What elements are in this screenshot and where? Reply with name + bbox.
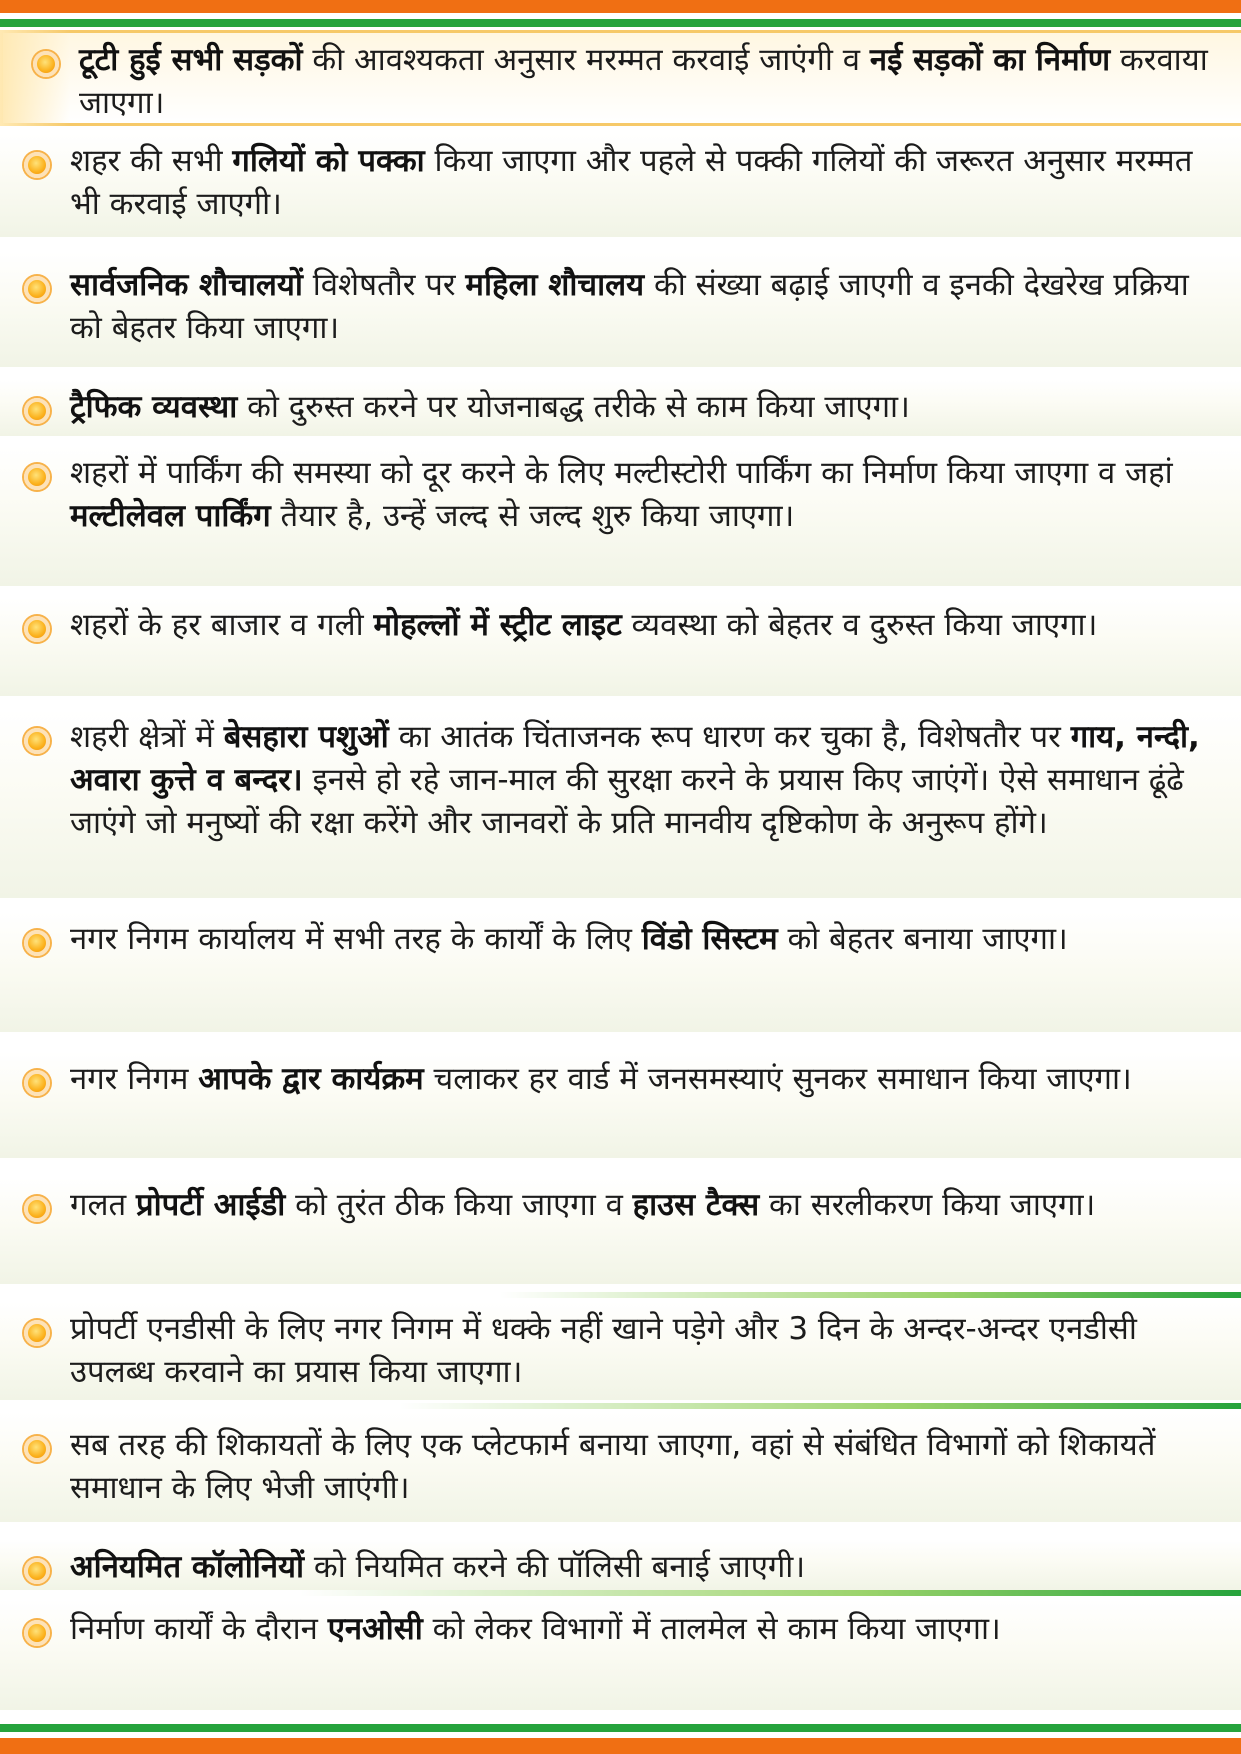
bold-highlight: बेसहारा पशुओं bbox=[223, 719, 389, 755]
bold-highlight: एनओसी bbox=[327, 1611, 423, 1647]
item-text bbox=[70, 1546, 1227, 1589]
bold-highlight: ट्रैफिक व्यवस्था bbox=[70, 389, 238, 425]
list-item bbox=[0, 1600, 1241, 1710]
item-text bbox=[70, 1424, 1227, 1510]
bold-highlight: सार्वजनिक शौचालयों bbox=[70, 267, 303, 303]
item-text bbox=[70, 386, 1227, 429]
text-span: विशेषतौर पर bbox=[302, 267, 466, 303]
text-span: को बेहतर बनाया जाएगा। bbox=[777, 921, 1068, 957]
text-span: शहरों के हर बाजार व गली bbox=[70, 607, 374, 643]
text-span: की संख्या बढ़ाई जाएगी व इनकी देखरेख प्रक्रिया को बेहतर किया जाएगा। bbox=[70, 267, 1189, 346]
text-span: इनसे हो रहे जान-माल की सुरक्षा करने के प्रयास किए जाएंगें। ऐसे समाधान ढूंढे जाएंगे जो मनुष्यों की रक्षा करेंगे और जानवरों के प्रति मानवीय दृष्टिकोण के अनुरूप होंगे। bbox=[70, 762, 1184, 841]
list-item bbox=[0, 380, 1241, 436]
text-span: की आवश्यकता अनुसार मरम्मत करवाई जाएंगी व bbox=[302, 42, 870, 78]
bullet-icon bbox=[24, 398, 50, 424]
text-span: को लेकर विभागों में तालमेल से काम किया जाएगा। bbox=[422, 1611, 1001, 1647]
text-span: शहरों में पार्किंग की समस्या को दूर करने के लिए मल्टीस्टोरी पार्किंग का निर्माण किया जाएगा व जहां bbox=[70, 455, 1173, 491]
bullet-icon bbox=[24, 1558, 50, 1584]
text-span: सब तरह की शिकायतों के लिए एक प्लेटफार्म बनाया जाएगा, वहां से संबंधित विभागों को शिकायतें समाधान के लिए भेजी जाएंगी। bbox=[70, 1427, 1156, 1506]
list-item bbox=[0, 912, 1241, 1032]
text-span: चलाकर हर वार्ड में जनसमस्याएं सुनकर समाधान किया जाएगा। bbox=[423, 1061, 1132, 1097]
bold-highlight: मोहल्लों में स्ट्रीट लाइट bbox=[373, 607, 622, 643]
list-item bbox=[0, 598, 1241, 696]
green-separator bbox=[500, 1292, 1241, 1298]
item-text bbox=[70, 140, 1227, 226]
bullet-icon bbox=[24, 616, 50, 642]
text-span: करवाया जाएगा। bbox=[79, 42, 1208, 121]
bold-highlight: अनियमित कॉलोनियों bbox=[70, 1549, 305, 1585]
text-span: शहर की सभी bbox=[70, 143, 233, 179]
text-span: नगर निगम कार्यालय में सभी तरह के कार्यों के लिए bbox=[70, 921, 642, 957]
text-span: को तुरंत ठीक किया जाएगा व bbox=[285, 1187, 633, 1223]
bold-highlight: नई सड़कों का निर्माण bbox=[869, 42, 1111, 78]
bullet-icon bbox=[24, 464, 50, 490]
item-text bbox=[70, 1308, 1227, 1394]
list-item bbox=[0, 446, 1241, 586]
text-span: नगर निगम bbox=[70, 1061, 199, 1097]
bold-highlight: विंडो सिस्टम bbox=[641, 921, 778, 957]
list-item bbox=[0, 252, 1241, 367]
item-text bbox=[70, 1058, 1227, 1101]
list-item bbox=[0, 1052, 1241, 1158]
text-span: को दुरुस्त करने पर योजनाबद्ध तरीके से काम किया जाएगा। bbox=[237, 389, 910, 425]
text-span: गलत bbox=[70, 1187, 136, 1223]
list-item bbox=[0, 134, 1241, 237]
bullet-icon bbox=[33, 51, 59, 77]
item-text bbox=[79, 39, 1227, 125]
bold-highlight: गाय, नन्दी, अवारा कुत्ते व बन्दर। bbox=[70, 719, 1200, 798]
bold-highlight: आपके द्वार कार्यक्रम bbox=[198, 1061, 424, 1097]
text-span: निर्माण कार्यों के दौरान bbox=[70, 1611, 328, 1647]
item-text bbox=[70, 604, 1227, 647]
item-text bbox=[70, 716, 1227, 845]
list-item bbox=[0, 30, 1241, 126]
bottom-saffron-stripe bbox=[0, 1738, 1241, 1754]
top-green-stripe bbox=[0, 19, 1241, 27]
bullet-icon bbox=[24, 276, 50, 302]
item-text bbox=[70, 1608, 1227, 1651]
text-span: किया जाएगा और पहले से पक्की गलियों की जरूरत अनुसार मरम्मत भी करवाई जाएगी। bbox=[70, 143, 1193, 222]
bold-highlight: मल्टीलेवल पार्किंग bbox=[70, 498, 271, 534]
bullet-icon bbox=[24, 930, 50, 956]
bullet-icon bbox=[24, 728, 50, 754]
bold-highlight: प्रोपर्टी आईडी bbox=[136, 1187, 286, 1223]
item-text bbox=[70, 264, 1227, 350]
green-separator bbox=[300, 1590, 1241, 1596]
top-saffron-stripe bbox=[0, 0, 1241, 13]
bold-highlight: गलियों को पक्का bbox=[232, 143, 425, 179]
bullet-icon bbox=[24, 1196, 50, 1222]
text-span: को नियमित करने की पॉलिसी बनाई जाएगी। bbox=[304, 1549, 806, 1585]
bold-highlight: महिला शौचालय bbox=[465, 267, 645, 303]
list-item bbox=[0, 1178, 1241, 1284]
text-span: प्रोपर्टी एनडीसी के लिए नगर निगम में धक्के नहीं खाने पड़ेगे और 3 दिन के अन्दर-अन्दर एनडीसी उपलब्ध करवाने का प्रयास किया जाएगा। bbox=[70, 1311, 1137, 1390]
bottom-green-stripe bbox=[0, 1724, 1241, 1732]
text-span: का आतंक चिंताजनक रूप धारण कर चुका है, विशेषतौर पर bbox=[388, 719, 1071, 755]
text-span: शहरी क्षेत्रों में bbox=[70, 719, 224, 755]
list-item bbox=[0, 1302, 1241, 1400]
bold-highlight: हाउस टैक्स bbox=[632, 1187, 760, 1223]
item-text bbox=[70, 918, 1227, 961]
bullet-icon bbox=[24, 1620, 50, 1646]
item-text bbox=[70, 1184, 1227, 1227]
list-item bbox=[0, 1540, 1241, 1590]
text-span: व्यवस्था को बेहतर व दुरुस्त किया जाएगा। bbox=[621, 607, 1098, 643]
bullet-icon bbox=[24, 1320, 50, 1346]
item-text bbox=[70, 452, 1227, 538]
list-item bbox=[0, 710, 1241, 898]
green-separator bbox=[400, 1403, 1241, 1409]
bold-highlight: टूटी हुई सभी सड़कों bbox=[79, 42, 303, 78]
bullet-icon bbox=[24, 1436, 50, 1462]
bullet-icon bbox=[24, 1070, 50, 1096]
text-span: तैयार है, उन्हें जल्द से जल्द शुरु किया जाएगा। bbox=[270, 498, 795, 534]
bullet-icon bbox=[24, 152, 50, 178]
list-item bbox=[0, 1412, 1241, 1522]
text-span: का सरलीकरण किया जाएगा। bbox=[759, 1187, 1096, 1223]
